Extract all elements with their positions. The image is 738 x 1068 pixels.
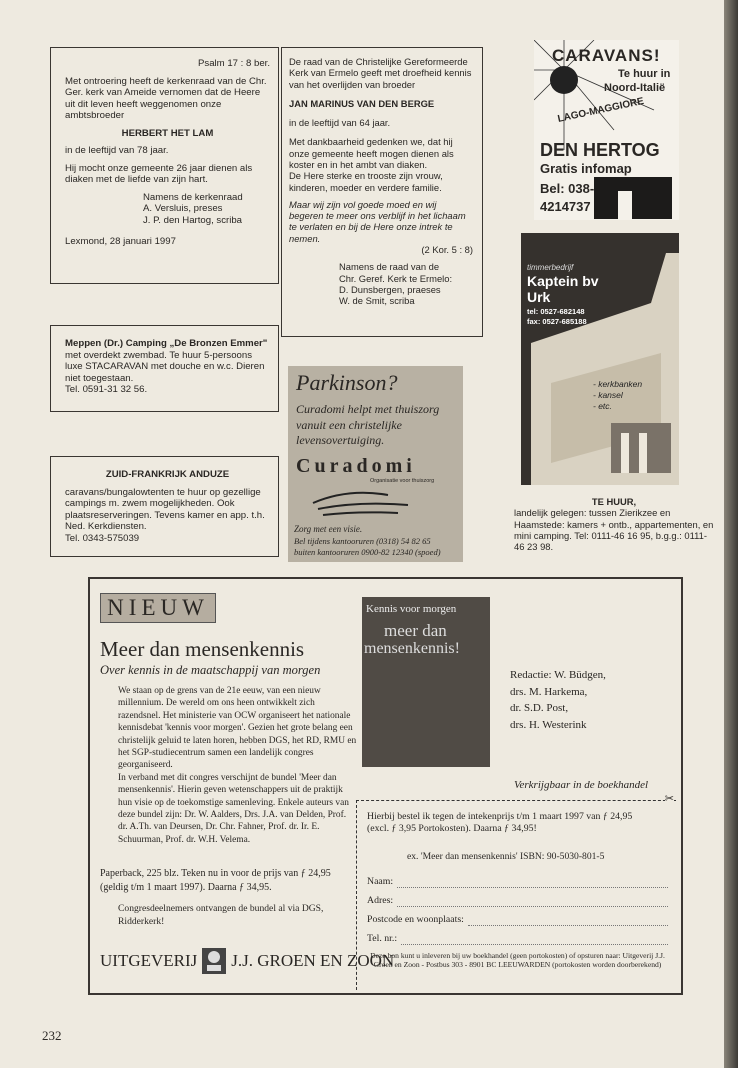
hand-logo-icon <box>308 483 428 523</box>
ad-text: landelijk gelegen: tussen Zierikzee en Haamstede: kamers + ontb., appartementen, en mini camping. Tel: 0111-46 16 95, b.g.g.: 0111-46 23 98. <box>514 507 714 553</box>
caravans-sub2: Noord-Italië <box>604 82 666 94</box>
book-description: In verband met dit congres verschijnt de bundel 'Meer dan mensenkennis'. Hierin geven wetenschappers uit de praktijk hun visie op de toekomstige samenleving. Enkele auteurs van deze bundel zijn: Dr. W. Aalders, Drs. J.A. van Delden, Prof. dr. A.Th. van Deursen, Dr. Chr. Fahner, Prof. dr. Ir. E. Schuurman, Prof. dr. W.H. Velema. <box>118 772 349 845</box>
deceased-age: in de leeftijd van 78 jaar. <box>65 145 169 156</box>
ad-heading: Meppen (Dr.) Camping „De Bronzen Emmer" <box>65 338 268 349</box>
obituary-text: De Here sterke en trooste zijn vrouw, kinderen, moeder en verdere familie. <box>289 170 443 193</box>
ad-title: ZUID-FRANKRIJK ANDUZE <box>105 469 230 480</box>
anduze-ad <box>50 456 279 557</box>
te-huur-ad <box>514 496 714 556</box>
book-description: We staan op de grens van de 21e eeuw, van een nieuw millennium. De wereld om ons heen ontwikkelt zich razendsnel. Het ministerie van OCW organiseert het nationale kennisdebat 'kennis voor morgen'. Gezien het grote belang een christelijk geluid te laten horen, hebben DGS, het RD, RMU en het SGP-studiecentrum samen een landelijk congres georganiseerd. <box>118 686 357 771</box>
obituary-text: Hij mocht onze gemeente 26 jaar dienen als diaken met de liefde van zijn hart. <box>65 162 253 185</box>
lake-label: LAGO-MAGGIORE <box>556 95 645 125</box>
editor-line: dr. S.D. Post, <box>510 702 569 714</box>
deceased-name: HERBERT HET LAM <box>121 127 214 139</box>
brand-subtitle: Organisatie voor thuiszorg <box>370 478 435 484</box>
book-spine-shadow <box>724 0 738 1068</box>
company-name: Kaptein bv <box>527 273 599 289</box>
ad-contact: Ned. Kerkdiensten. <box>65 521 147 532</box>
editor-line: drs. M. Harkema, <box>510 685 588 698</box>
bible-quote: Maar wij zijn vol goede moed en wij begeren te meer ons verblijf in het lichaam te verlaten en bij de Here onze intrek te nemen. <box>289 198 466 244</box>
ad-title: Parkinson? <box>296 370 398 395</box>
availability-note: Verkrijgbaar in de boekhandel <box>514 779 649 791</box>
info-label: Gratis infomap <box>540 161 632 176</box>
signature-line: J. P. den Hartog, scriba <box>143 214 243 226</box>
caravans-title: CARAVANS! <box>552 46 661 65</box>
obituary-intro: De raad van de Christelijke Gereformeerde Kerk van Ermelo geeft met droefheid kennis van het overlijden van broeder <box>289 56 472 90</box>
parkinson-ad <box>288 366 463 562</box>
signature-line: Chr. Geref. Kerk te Ermelo: <box>339 272 453 284</box>
signature-line: Namens de kerkenraad <box>143 191 243 203</box>
order-coupon[interactable] <box>356 793 676 990</box>
brand-name: Curadomi <box>296 455 416 477</box>
obituary-text: Met dankbaarheid gedenken we, dat hij onze gemeente heeft mogen dienen als koster en in het ambt van diaken. <box>289 136 454 170</box>
signature-line: A. Versluis, preses <box>143 203 223 214</box>
trade-label: timmerbedrijf <box>527 263 574 272</box>
ad-title: TE HUUR, <box>591 496 637 507</box>
signature-line: D. Dunsbergen, praeses <box>339 283 441 295</box>
phone-office: Bel tijdens kantooruren (0318) 54 82 65 <box>294 536 431 546</box>
congress-note: Congresdeelnemers ontvangen de bundel al via DGS, Ridderkerk! <box>118 903 324 927</box>
meppen-camping-ad <box>50 325 279 412</box>
psalm-reference: Psalm 17 : 8 ber. <box>198 58 270 69</box>
name-field[interactable]: Naam: <box>367 876 668 888</box>
deceased-name: JAN MARINUS VAN DEN BERGE <box>289 97 435 109</box>
book-title: Meer dan mensenkennis <box>100 637 305 661</box>
postcode-field[interactable]: Postcode en woonplaats: <box>367 914 668 926</box>
company-place: Urk <box>527 289 551 305</box>
new-badge: NIEUW <box>100 593 216 623</box>
page-number: 232 <box>42 1028 62 1043</box>
ad-phone: Tel. 0591-31 32 56. <box>65 384 148 395</box>
ad-phone: Tel. 0343-575039 <box>65 532 140 544</box>
cover-title: meer dan <box>384 621 447 640</box>
book-subtitle: Over kennis in de maatschappij van morgen <box>100 663 321 677</box>
bible-reference: (2 Kor. 5 : 8) <box>421 243 473 255</box>
price-line: (geldig t/m 1 maart 1997). Daarna ƒ 34,95. <box>100 882 272 893</box>
editor-line: Redactie: W. Büdgen, <box>510 669 606 681</box>
book-ad <box>88 577 683 995</box>
product-item: - kerkbanken <box>593 379 643 389</box>
editor-line: drs. H. Westerink <box>510 718 587 731</box>
tagline: Zorg met een visie. <box>294 524 363 534</box>
address-field[interactable]: Adres: <box>367 895 668 907</box>
obituary-lam <box>50 47 279 284</box>
publisher-name-part: J.J. GROEN EN ZOON <box>231 950 395 970</box>
order-text: Hierbij bestel ik tegen de intekenprijs t/m 1 maart 1997 van ƒ 24,95 <box>367 811 633 822</box>
price-line: Paperback, 225 blz. Teken nu in voor de prijs van ƒ 24,95 <box>100 868 331 879</box>
company-name: DEN HERTOG <box>540 140 660 160</box>
phone-field[interactable]: Tel. nr.: <box>367 933 668 945</box>
ad-text: caravans/bungalowtenten te huur op gezellige campings m. zwem mogelijkheden. Ook plaatsreserveringen. Tevens kamer en app. t.h. <box>65 486 265 521</box>
phone-prefix: Bel: 038- <box>540 181 595 196</box>
signature-line: W. de Smit, scriba <box>339 295 415 307</box>
product-item: - etc. <box>593 401 612 411</box>
publisher-logo <box>100 947 394 975</box>
ad-text: met overdekt zwembad. Te huur 5-persoons luxe STACARAVAN met douche en w.c. Dieren niet toegestaan. <box>65 349 265 384</box>
phone-number: tel: 0527-682148 <box>527 307 585 316</box>
caravans-sub1: Te huur in <box>618 68 671 80</box>
phone-emergency: buiten kantooruren 0900-82 12340 (spoed) <box>294 547 441 557</box>
cover-series: Kennis voor morgen <box>366 603 457 615</box>
order-text: (excl. ƒ 3,95 Portokosten). Daarna ƒ 34,95! <box>367 822 537 834</box>
phone-number: 4214737 <box>540 199 591 214</box>
book-cover <box>362 597 490 767</box>
scissors-icon: ✂ <box>664 793 674 805</box>
cover-title: mensenkennis! <box>364 640 460 657</box>
signature-line: Namens de raad van de <box>339 261 440 273</box>
isbn-line: ex. 'Meer dan mensenkennis' ISBN: 90-5030-801-5 <box>407 850 605 862</box>
publisher-emblem-icon <box>201 947 227 975</box>
publisher-name-part: UITGEVERIJ <box>100 950 198 970</box>
kaptein-ad <box>521 233 679 485</box>
fax-number: fax: 0527-685188 <box>527 317 587 326</box>
obituary-van-den-berge <box>281 47 483 337</box>
caravans-ad <box>534 40 679 220</box>
deceased-age: in de leeftijd van 64 jaar. <box>289 117 391 129</box>
ad-slogan: Curadomi helpt met thuiszorg vanuit een christelijke levensovertuiging. <box>296 402 440 448</box>
obituary-intro: Met ontroering heeft de kerkenraad van de Chr. Ger. kerk van Ameide vernomen dat de Heere uit dit leven heeft weggenomen onze ambtsbroeder <box>65 75 267 121</box>
coupon-footer: Deze bon kunt u inleveren bij uw boekhandel (geen portokosten) of opsturen naar: Uitgeverij J.J. Groen en Zoon - Postbus 303 - 8901 BC LEEUWARDEN (portokosten worden doorberekend) <box>370 951 665 970</box>
product-item: - kansel <box>593 390 623 400</box>
place-date: Lexmond, 28 januari 1997 <box>65 236 176 247</box>
